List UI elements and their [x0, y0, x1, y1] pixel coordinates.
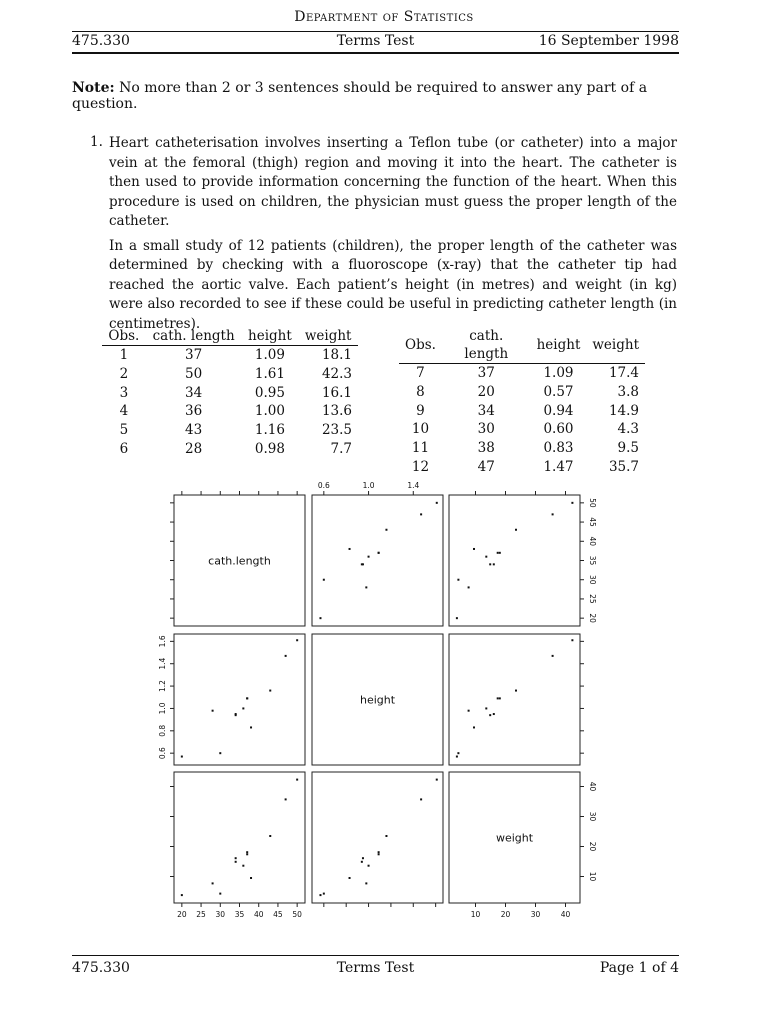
data-point	[235, 714, 237, 716]
table-cell: 1.09	[543, 365, 574, 381]
data-point	[456, 617, 458, 619]
col-weight: weight	[298, 327, 358, 346]
table-cell: 9	[416, 402, 425, 419]
table-cell: 4	[119, 403, 129, 420]
course-code: 475.330	[72, 33, 130, 49]
table-cell: 23.5	[321, 422, 352, 439]
table-cell: 13.6	[321, 403, 352, 420]
col-cath-length: cath. length	[442, 327, 531, 364]
data-point	[515, 529, 517, 531]
data-point	[468, 586, 470, 588]
tick-label: 1.0	[362, 481, 375, 490]
table-cell: 17.4	[608, 365, 639, 381]
tick-label: 20	[177, 910, 187, 919]
data-point	[212, 882, 214, 884]
tick-label: 1.2	[158, 680, 167, 693]
table-cell: 11	[411, 440, 430, 457]
data-point	[246, 853, 248, 855]
data-point	[497, 697, 499, 699]
tick-label: 30	[588, 574, 597, 585]
table-cell: 1.16	[254, 422, 285, 439]
data-point	[385, 529, 387, 531]
panel-frame	[312, 495, 443, 626]
panel-frame	[449, 495, 580, 626]
tick-label: 10	[470, 910, 481, 919]
tick-label: 20	[500, 910, 511, 919]
tick-label: 30	[588, 811, 597, 822]
data-point	[368, 865, 370, 867]
data-point	[499, 697, 501, 699]
data-point	[246, 851, 248, 853]
table-cell: 37	[477, 365, 495, 381]
page-number: Page 1 of 4	[599, 960, 679, 976]
table-cell: 0.60	[543, 421, 574, 438]
data-point	[552, 513, 554, 515]
tick-label: 1.0	[158, 702, 167, 715]
col-height: height	[242, 327, 299, 346]
table-cell: 9.5	[617, 440, 639, 457]
table-cell: 28	[185, 440, 203, 457]
tick-label: 30	[215, 910, 226, 919]
table-cell: 34	[185, 384, 203, 401]
variable-label: cath.length	[208, 554, 271, 568]
col-weight: weight	[586, 327, 645, 364]
data-point	[319, 894, 321, 896]
footer-course: 475.330	[72, 960, 130, 976]
table-cell: 47	[477, 458, 495, 475]
data-point	[489, 714, 491, 716]
tick-label: 40	[588, 781, 597, 792]
data-point	[489, 563, 491, 565]
data-point	[269, 690, 271, 692]
table-cell: 43	[185, 422, 203, 439]
table-cell: 3.8	[617, 383, 639, 400]
data-point	[420, 798, 422, 800]
data-point	[493, 563, 495, 565]
data-point	[181, 756, 183, 758]
col-obs: Obs.	[102, 327, 146, 346]
table-cell: 1.61	[254, 365, 285, 382]
data-point	[385, 835, 387, 837]
table-cell: 14.9	[608, 402, 639, 419]
table-cell: 8	[416, 383, 425, 400]
table-cell: 42.3	[321, 365, 352, 382]
data-point	[181, 894, 183, 896]
table-cell: 6	[119, 440, 129, 457]
tick-label: 50	[292, 910, 302, 919]
data-point	[485, 707, 487, 709]
data-point	[362, 857, 364, 859]
table-cell: 50	[185, 365, 203, 382]
data-point	[361, 563, 363, 565]
variable-label: weight	[495, 831, 534, 845]
tick-label: 1.6	[158, 635, 167, 648]
data-point	[323, 893, 325, 895]
panel-frame	[174, 634, 305, 765]
data-point	[349, 548, 351, 550]
data-point	[212, 710, 214, 712]
data-point	[499, 552, 501, 554]
test-name: Terms Test	[336, 33, 415, 49]
data-point	[250, 877, 252, 879]
table-cell: 38	[477, 440, 495, 457]
data-point	[457, 579, 459, 581]
table-cell: 3	[119, 384, 129, 401]
tick-label: 40	[560, 910, 571, 919]
footer-rule	[72, 955, 679, 956]
table-cell: 16.1	[321, 384, 352, 401]
data-point	[571, 639, 573, 641]
variable-label: height	[359, 693, 396, 707]
table-cell: 35.7	[608, 458, 639, 475]
table-cell: 0.98	[254, 440, 285, 457]
tick-label: 35	[234, 910, 245, 919]
table-cell: 4.3	[617, 421, 639, 438]
department-title: Department of Statistics	[294, 9, 474, 25]
tick-label: 20	[588, 613, 597, 623]
tick-label: 20	[588, 841, 597, 852]
tick-label: 25	[196, 910, 206, 919]
table-cell: 0.57	[543, 383, 574, 400]
tick-label: 10	[588, 871, 597, 882]
data-point	[378, 552, 380, 554]
question-paragraph-1: Heart catheterisation involves inserting a Teflon tube (or catheter) into a major vein at the femoral (thigh) region and moving it into the heart. The catheter is then used to provide information concerning the function of the heart. When this procedure is used on children, the physician must guess the proper length of the catheter.	[109, 135, 677, 229]
data-point	[571, 502, 573, 504]
tick-label: 40	[253, 910, 264, 919]
data-point	[365, 586, 367, 588]
col-cath-length: cath. length	[146, 327, 242, 346]
note-text: No more than 2 or 3 sentences should be required to answer any part of a question.	[72, 80, 648, 112]
tick-label: 1.4	[158, 657, 167, 670]
tick-label: 50	[588, 498, 597, 508]
tick-label: 25	[588, 594, 597, 604]
footer	[72, 960, 679, 978]
data-point	[368, 556, 370, 558]
panel-frame	[174, 772, 305, 903]
data-point	[378, 853, 380, 855]
data-point	[361, 861, 363, 863]
data-point	[219, 893, 221, 895]
tick-label: 40	[588, 536, 597, 547]
table-cell: 1.09	[254, 347, 285, 363]
table-cell: 7.7	[330, 440, 352, 457]
table-cell: 7	[416, 365, 425, 381]
data-point	[456, 756, 458, 758]
tick-label: 35	[588, 555, 597, 566]
data-point	[378, 851, 380, 853]
data-point	[219, 752, 221, 754]
data-point	[246, 697, 248, 699]
data-point	[296, 779, 298, 781]
col-obs: Obs.	[399, 327, 442, 364]
data-point	[473, 726, 475, 728]
panel-frame	[312, 772, 443, 903]
data-point	[235, 861, 237, 863]
table-cell: 37	[185, 347, 203, 363]
panel-frame	[449, 634, 580, 765]
data-point	[296, 639, 298, 641]
data-point	[420, 513, 422, 515]
table-cell: 0.83	[543, 440, 574, 457]
test-date: 16 September 1998	[538, 33, 679, 49]
data-point	[515, 690, 517, 692]
tick-label: 0.6	[158, 747, 167, 760]
table-cell: 36	[185, 403, 203, 420]
table-cell: 0.94	[543, 402, 574, 419]
question-paragraph-2: In a small study of 12 patients (children), the proper length of the catheter was determined by checking with a fluoroscope (x-ray) that the catheter tip had reached the aortic valve. Each patient’s height (in metres) and weight (in kg) were also recorded to see if these could be useful in predicting catheter length (in centimetres).	[109, 237, 677, 332]
data-point	[457, 752, 459, 754]
tick-label: 0.6	[317, 481, 330, 490]
question-number: 1.	[90, 134, 103, 150]
tick-label: 30	[530, 910, 541, 919]
table-cell: 20	[477, 383, 495, 400]
table-cell: 2	[119, 365, 129, 382]
data-point	[473, 548, 475, 550]
data-point	[250, 726, 252, 728]
table-cell: 12	[411, 458, 430, 475]
data-point	[235, 857, 237, 859]
data-point	[497, 552, 499, 554]
tick-label: 45	[588, 517, 597, 527]
table-cell: 5	[119, 422, 129, 439]
table-cell: 18.1	[321, 347, 352, 363]
tick-label: 0.8	[158, 724, 167, 737]
table-cell: 1.00	[254, 403, 285, 420]
data-point	[493, 713, 495, 715]
data-point	[269, 835, 271, 837]
data-point	[436, 779, 438, 781]
data-point	[319, 617, 321, 619]
table-cell: 10	[411, 421, 430, 438]
data-point	[365, 882, 367, 884]
data-point	[552, 655, 554, 657]
col-height: height	[531, 327, 587, 364]
data-point	[242, 865, 244, 867]
footer-test-name: Terms Test	[336, 960, 415, 976]
table-cell: 1.47	[543, 458, 574, 475]
tick-label: 1.4	[407, 481, 420, 490]
table-cell: 1	[119, 347, 129, 363]
data-point	[242, 707, 244, 709]
data-point	[468, 710, 470, 712]
data-point	[285, 798, 287, 800]
note-label: Note:	[72, 80, 115, 96]
table-cell: 34	[477, 402, 495, 419]
table-cell: 0.95	[254, 384, 285, 401]
data-point	[436, 502, 438, 504]
data-point	[323, 579, 325, 581]
tick-label: 45	[273, 910, 283, 919]
table-cell: 30	[477, 421, 495, 438]
data-point	[285, 655, 287, 657]
data-point	[349, 877, 351, 879]
data-point	[485, 556, 487, 558]
